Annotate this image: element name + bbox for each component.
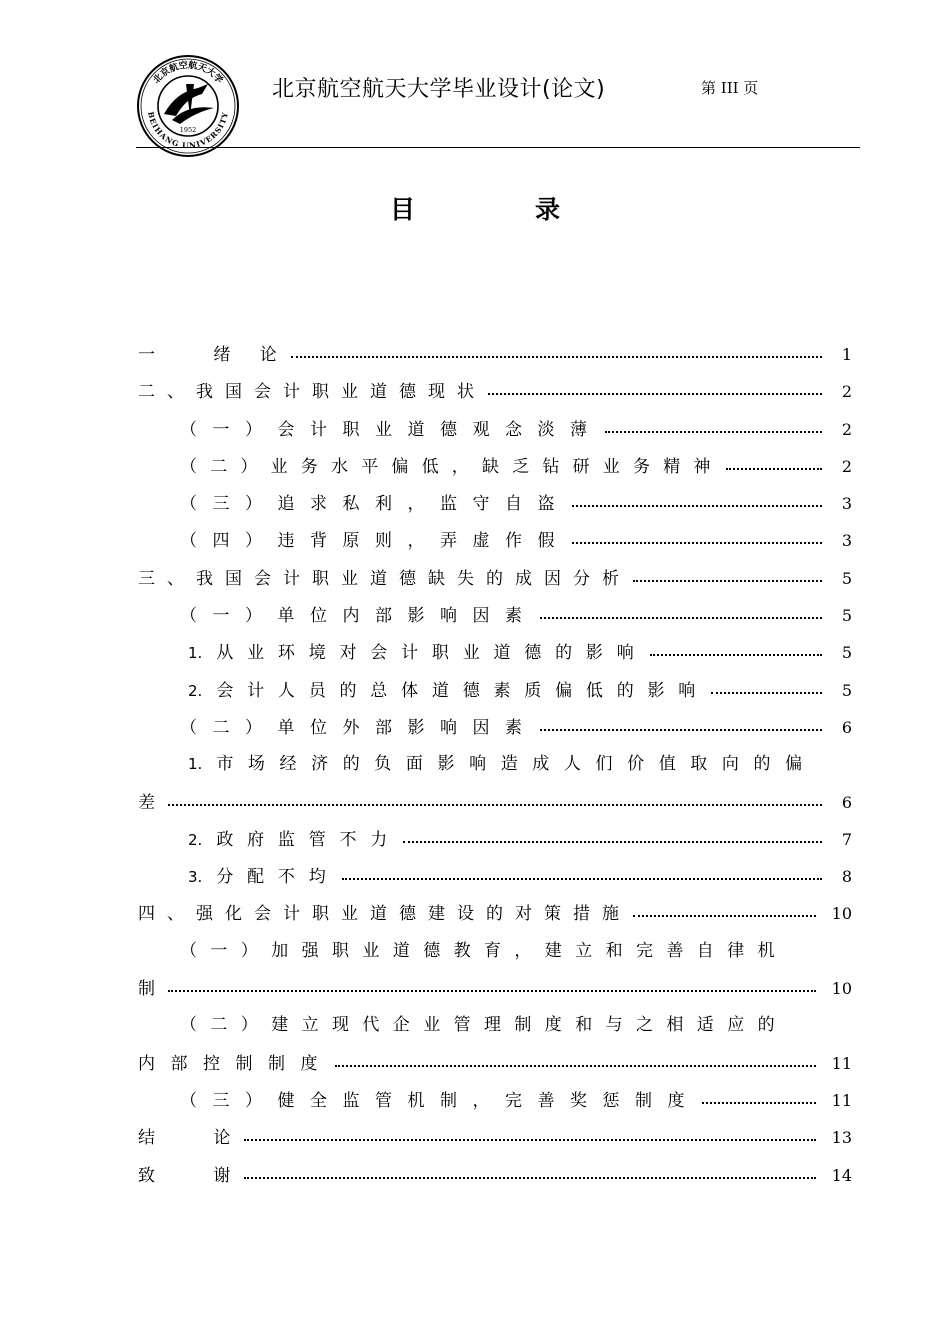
toc-entry[interactable] bbox=[138, 411, 852, 448]
toc-entry-line2[interactable] bbox=[138, 784, 852, 821]
toc-entry-label: （二）业务水平偏低，缺乏钻研业务精神 bbox=[180, 456, 724, 477]
toc-entry[interactable] bbox=[138, 560, 852, 597]
leader-dots bbox=[633, 899, 816, 919]
toc-entry-label: 结 论 bbox=[138, 1128, 243, 1149]
toc-entry-page: 14 bbox=[831, 1165, 852, 1185]
toc-entry-page: 1 bbox=[841, 345, 852, 364]
leader-dots bbox=[572, 526, 822, 546]
toc-entry-label: （一）加强职业道德教育，建立和完善自律机 bbox=[180, 940, 788, 961]
toc-entry-label: 三、我国会计职业道德缺失的成因分析 bbox=[138, 568, 631, 589]
table-of-contents bbox=[138, 336, 852, 1194]
svg-text:BEIHANG UNIVERSITY: BEIHANG UNIVERSITY bbox=[146, 110, 230, 151]
leader-dots bbox=[605, 415, 823, 435]
page-number: 第 III 页 bbox=[701, 79, 759, 97]
toc-entry[interactable] bbox=[138, 336, 852, 373]
toc-entry-page: 3 bbox=[841, 531, 852, 551]
leader-dots bbox=[726, 452, 822, 472]
leader-dots bbox=[168, 788, 822, 808]
toc-entry-line2[interactable] bbox=[138, 1045, 852, 1082]
toc-title-right: 录 bbox=[535, 195, 561, 224]
page-header bbox=[136, 50, 860, 151]
leader-dots bbox=[403, 825, 822, 845]
toc-entry-label: （四）违背原则，弄虚作假 bbox=[180, 531, 570, 552]
toc-entry-page: 11 bbox=[831, 1090, 852, 1110]
toc-entry-label: 内部控制制度 bbox=[138, 1053, 333, 1074]
toc-entry[interactable] bbox=[138, 485, 852, 522]
toc-entry-label: 致 谢 bbox=[138, 1165, 243, 1186]
leader-dots bbox=[711, 676, 822, 696]
toc-entry[interactable] bbox=[138, 373, 852, 410]
leader-dots bbox=[244, 1161, 816, 1181]
toc-entry[interactable] bbox=[138, 597, 852, 634]
university-title: 北京航空航天大学毕业设计(论文) bbox=[272, 77, 606, 102]
leader-dots bbox=[540, 601, 823, 621]
leader-dots bbox=[291, 340, 822, 360]
toc-entry-label: 二、我国会计职业道德现状 bbox=[138, 382, 486, 403]
toc-entry-label: 会计人员的总体道德素质偏低的影响 bbox=[216, 680, 710, 701]
toc-title-left: 目 bbox=[389, 195, 415, 224]
toc-entry-label: 政府监管不力 bbox=[216, 829, 402, 850]
toc-entry[interactable] bbox=[138, 1119, 852, 1156]
toc-entry-line1[interactable] bbox=[138, 1007, 852, 1044]
leader-dots bbox=[572, 489, 822, 509]
leader-dots bbox=[342, 862, 822, 882]
svg-text:北京航空航天大学: 北京航空航天大学 bbox=[151, 60, 225, 86]
toc-entry-page: 10 bbox=[831, 979, 852, 999]
toc-entry-page: 3 bbox=[841, 494, 852, 514]
leader-dots bbox=[488, 377, 822, 397]
toc-entry[interactable] bbox=[138, 1082, 852, 1119]
university-seal-logo bbox=[136, 54, 240, 158]
toc-entry-label: （三）健全监管机制，完善奖惩制度 bbox=[180, 1090, 700, 1111]
leader-dots bbox=[540, 713, 823, 733]
toc-entry-label: 从业环境对会计职业道德的影响 bbox=[216, 643, 648, 664]
toc-entry-number: 1. bbox=[188, 644, 203, 663]
toc-entry-page: 2 bbox=[841, 419, 852, 439]
toc-entry-page: 2 bbox=[841, 382, 852, 402]
leader-dots bbox=[168, 974, 816, 994]
toc-entry[interactable] bbox=[138, 672, 852, 709]
toc-entry-page: 6 bbox=[841, 717, 852, 737]
toc-entry[interactable] bbox=[138, 895, 852, 932]
toc-entry-label: 一 绪 论 bbox=[138, 345, 289, 365]
leader-dots bbox=[633, 564, 822, 584]
toc-entry-page: 8 bbox=[841, 867, 852, 887]
toc-entry-label: 四、强化会计职业道德建设的对策措施 bbox=[138, 904, 631, 925]
toc-entry-label: 分配不均 bbox=[216, 867, 340, 888]
toc-entry-label: 市场经济的负面影响造成人们价值取向的偏 bbox=[216, 754, 817, 775]
toc-entry-label: （二）建立现代企业管理制度和与之相适应的 bbox=[180, 1015, 788, 1036]
toc-entry-number: 2. bbox=[188, 681, 203, 700]
toc-entry-page: 10 bbox=[831, 904, 852, 924]
toc-entry-page: 2 bbox=[841, 456, 852, 476]
leader-dots bbox=[702, 1086, 816, 1106]
toc-entry-label: （三）追求私利，监守自盗 bbox=[180, 494, 570, 515]
toc-entry[interactable] bbox=[138, 634, 852, 671]
toc-title bbox=[0, 190, 950, 226]
toc-entry[interactable] bbox=[138, 709, 852, 746]
toc-entry[interactable] bbox=[138, 1157, 852, 1194]
header-rule bbox=[136, 147, 860, 148]
toc-entry-line2[interactable] bbox=[138, 970, 852, 1007]
toc-entry-page: 13 bbox=[831, 1128, 852, 1148]
leader-dots bbox=[650, 638, 822, 658]
toc-entry-label: （二）单位外部影响因素 bbox=[180, 717, 538, 738]
toc-entry-page: 7 bbox=[841, 829, 852, 849]
svg-text:1952: 1952 bbox=[179, 126, 197, 134]
toc-entry-page: 5 bbox=[841, 606, 852, 626]
toc-entry-page: 5 bbox=[841, 643, 852, 663]
toc-entry-label: （一）会计职业道德观念淡薄 bbox=[180, 419, 603, 440]
toc-entry-line1[interactable] bbox=[138, 933, 852, 970]
toc-entry-line1[interactable] bbox=[138, 746, 852, 783]
toc-entry-number: 3. bbox=[188, 868, 203, 887]
toc-entry-label: 差 bbox=[138, 792, 166, 813]
toc-entry-number: 1. bbox=[188, 755, 203, 774]
toc-entry-label: （一）单位内部影响因素 bbox=[180, 606, 538, 627]
toc-entry-page: 5 bbox=[841, 568, 852, 588]
toc-entry[interactable] bbox=[138, 821, 852, 858]
toc-entry-label: 制 bbox=[138, 979, 166, 1000]
toc-entry-number: 2. bbox=[188, 830, 203, 849]
toc-entry-page: 6 bbox=[841, 792, 852, 812]
toc-entry[interactable] bbox=[138, 522, 852, 559]
toc-entry[interactable] bbox=[138, 858, 852, 895]
toc-entry[interactable] bbox=[138, 448, 852, 485]
toc-entry-page: 5 bbox=[841, 680, 852, 700]
toc-entry-page: 11 bbox=[831, 1053, 852, 1073]
leader-dots bbox=[244, 1123, 816, 1143]
leader-dots bbox=[335, 1049, 816, 1069]
